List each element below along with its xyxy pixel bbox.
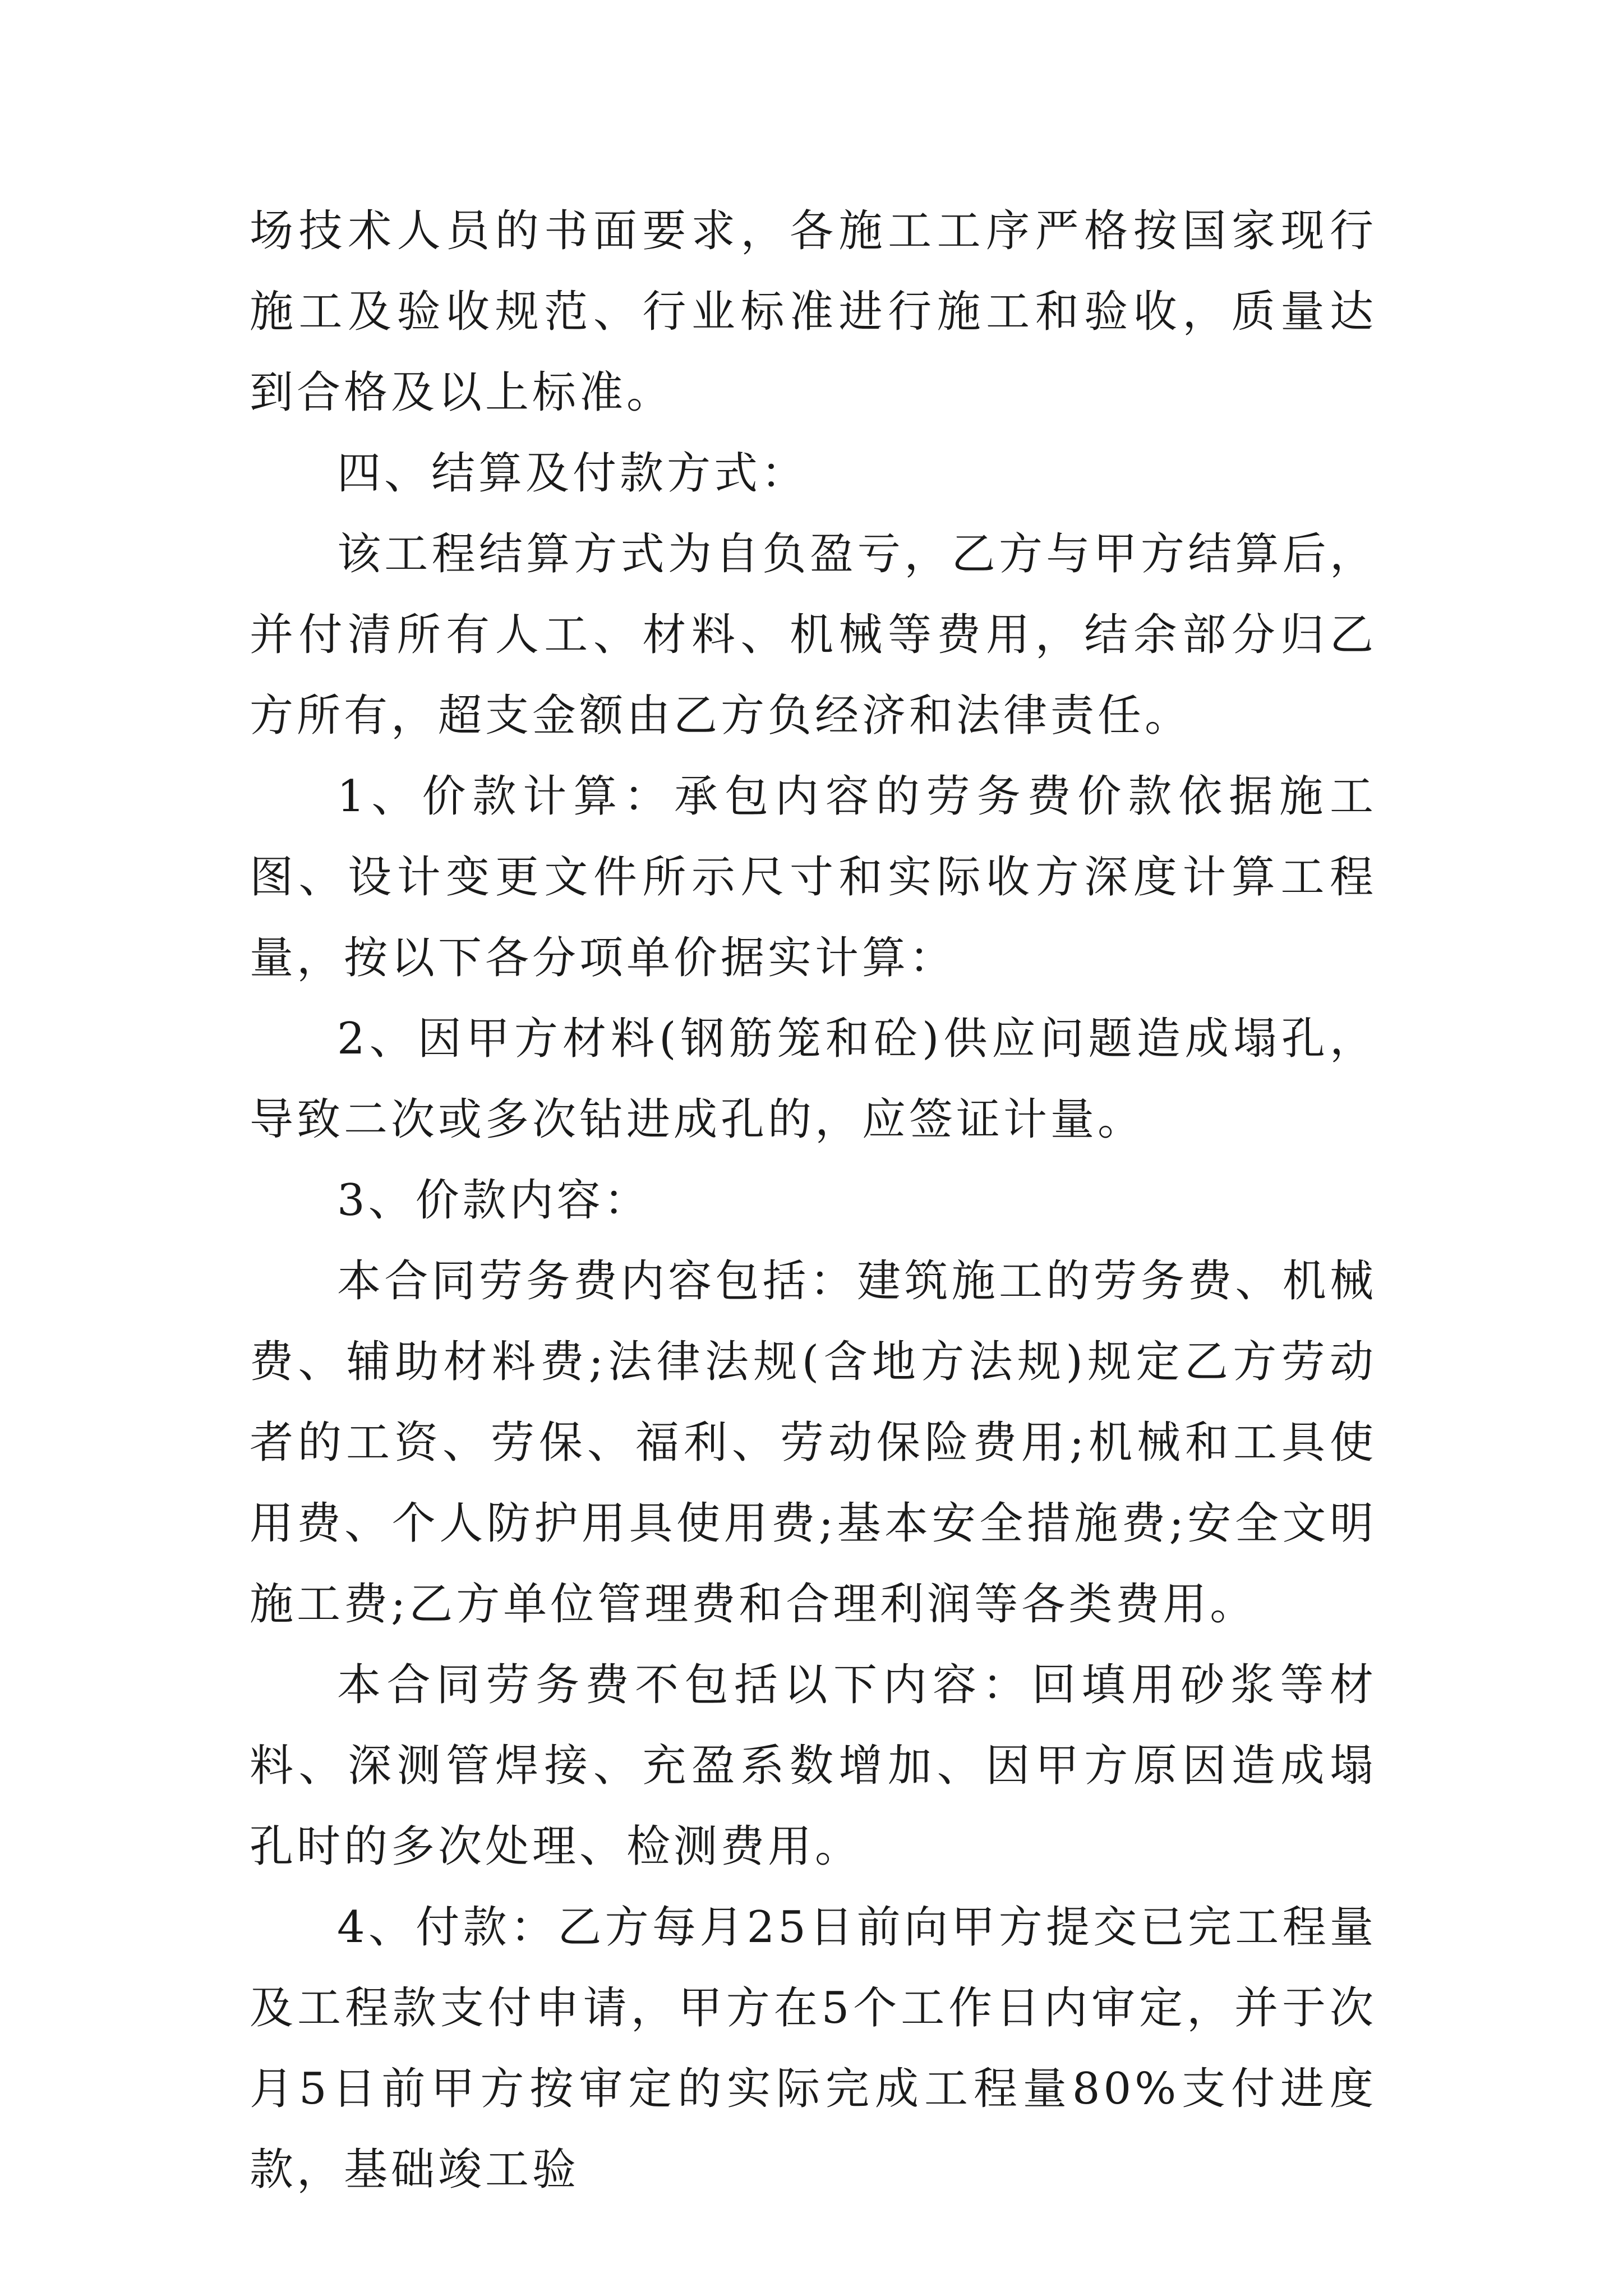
paragraph-fees-excluded: 本合同劳务费不包括以下内容：回填用砂浆等材料、深测管焊接、充盈系数增加、因甲方原因造成塌孔时的多次处理、检测费用。 — [250, 1660, 1377, 1872]
paragraph-collapse-visa: 2、因甲方材料(钢筋笼和砼)供应问题造成塌孔，导致二次或多次钻进成孔的，应签证计量。 — [250, 1014, 1377, 1145]
paragraph-settlement-method: 该工程结算方式为自负盈亏，乙方与甲方结算后，并付清所有人工、材料、机械等费用，结余部分归乙方所有，超支金额由乙方负经济和法律责任。 — [250, 529, 1377, 741]
section-heading-settlement: 四、结算及付款方式： — [337, 448, 809, 499]
paragraph-quality-standard: 场技术人员的书面要求，各施工工序严格按国家现行施工及验收规范、行业标准进行施工和验收，质量达到合格及以上标准。 — [250, 206, 1377, 418]
document-body — [250, 191, 1377, 2210]
paragraph-price-calculation: 1、价款计算：承包内容的劳务费价款依据施工图、设计变更文件所示尺寸和实际收方深度计算工程量，按以下各分项单价据实计算： — [250, 771, 1377, 983]
paragraph-payment: 4、付款：乙方每月25日前向甲方提交已完工程量及工程款支付申请，甲方在5个工作日内审定，并于次月5日前甲方按审定的实际完成工程量80%支付进度款，基础竣工验 — [250, 1902, 1377, 2195]
paragraph-fees-included: 本合同劳务费内容包括：建筑施工的劳务费、机械费、辅助材料费;法律法规(含地方法规)规定乙方劳动者的工资、劳保、福利、劳动保险费用;机械和工具使用费、个人防护用具使用费;基本安全措施费;安全文明施工费;乙方单位管理费和合理利润等各类费用。 — [250, 1256, 1377, 1630]
subheading-price-content: 3、价款内容： — [337, 1175, 651, 1226]
